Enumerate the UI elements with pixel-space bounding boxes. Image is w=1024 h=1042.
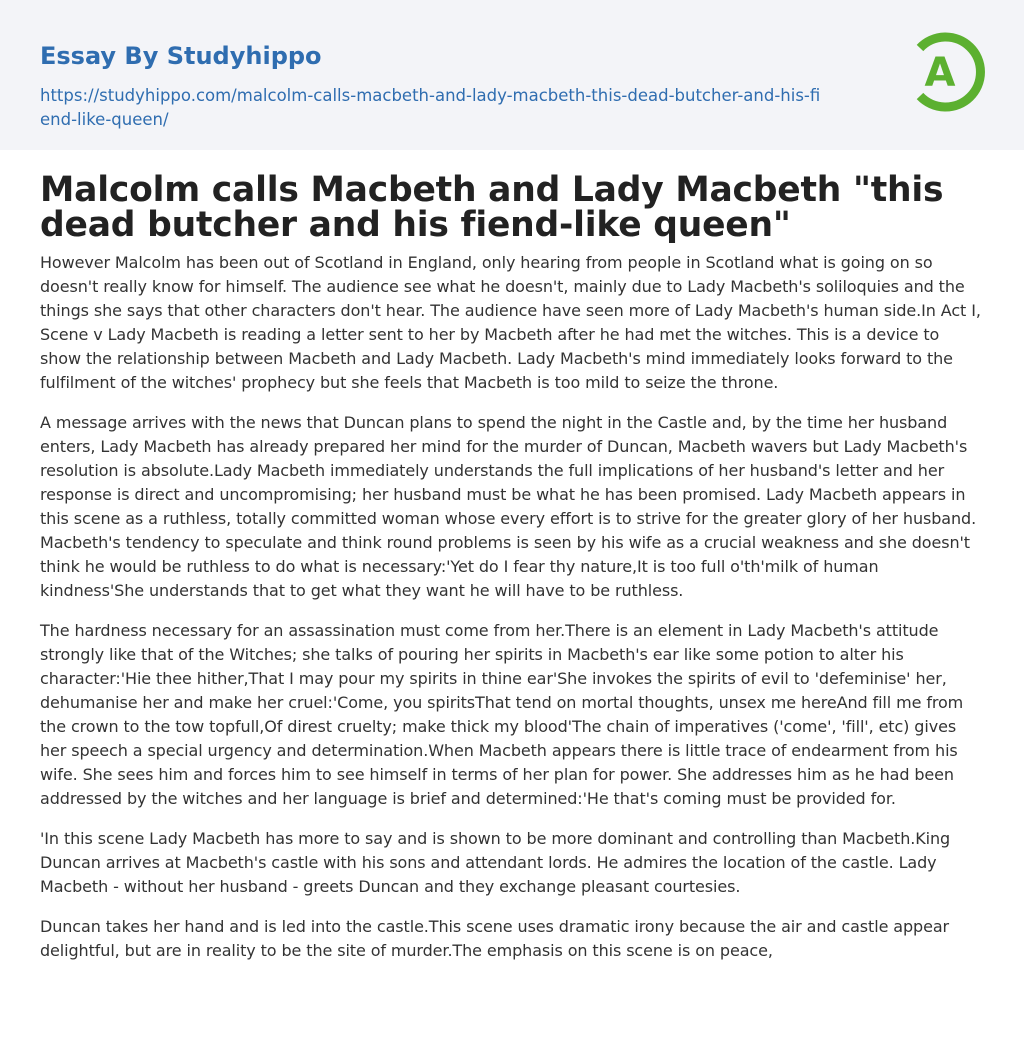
source-url-link[interactable]: https://studyhippo.com/malcolm-calls-macbeth-and-lady-macbeth-this-dead-butcher-and-his-fiend-like-queen/ — [40, 86, 821, 129]
article-paragraph: However Malcolm has been out of Scotland in England, only hearing from people in Scotland what is going on so doesn't really know for himself. The audience see what he doesn't, mainly due to Lady Macbeth's soliloquies and the things she says that other characters don't hear. The audience have seen more of Lady Macbeth's human side.In Act I, Scene v Lady Macbeth is reading a letter sent to her by Macbeth after he had met the witches. This is a device to show the relationship between Macbeth and Lady Macbeth. Lady Macbeth's mind immediately looks forward to the fulfilment of the witches' prophecy but she feels that Macbeth is too mild to seize the throne. — [40, 253, 981, 392]
studyhippo-logo-icon[interactable] — [912, 29, 986, 115]
article-paragraph: The hardness necessary for an assassination must come from her.There is an element in Lady Macbeth's attitude strongly like that of the Witches; she talks of pouring her spirits in Macbeth's ear like some potion to alter his character:'Hie thee hither,That I may pour my spirits in thine ear'She invokes the spirits of evil to 'defeminise' her, dehumanise her and make her cruel:'Come, you spiritsThat tend on mortal thoughts, unsex me hereAnd fill me from the crown to the tow topfull,Of direst cruelty; make thick my blood'The chain of imperatives ('come', 'fill', etc) gives her speech a special urgency and determination.When Macbeth appears there is little trace of endearment from his wife. She sees him and forces him to see himself in terms of her plan for power. She addresses him as he had been addressed by the witches and her language is brief and determined:'He that's coming must be provided for. — [40, 621, 964, 808]
article-paragraph: 'In this scene Lady Macbeth has more to say and is shown to be more dominant and controlling than Macbeth.King Duncan arrives at Macbeth's castle with his sons and attendant lords. He admires the location of the castle. Lady Macbeth - without her husband - greets Duncan and they exchange pleasant courtesies. — [40, 829, 951, 896]
article-paragraph: Duncan takes her hand and is led into the castle.This scene uses dramatic irony because the air and castle appear delightful, but are in reality to be the site of murder.The emphasis on this scene is on peace, — [40, 917, 950, 960]
site-header — [0, 0, 1024, 150]
site-brand[interactable]: Essay By Studyhippo — [40, 42, 322, 70]
svg-text:A: A — [924, 50, 956, 96]
article-body — [0, 170, 1024, 963]
article-title: Malcolm calls Macbeth and Lady Macbeth "this dead butcher and his fiend-like queen" — [40, 170, 944, 245]
article-paragraph: A message arrives with the news that Duncan plans to spend the night in the Castle and, by the time her husband enters, Lady Macbeth has already prepared her mind for the murder of Duncan, Macbeth wavers but Lady Macbeth's resolution is absolute.Lady Macbeth immediately understands the full implications of her husband's letter and her response is direct and uncompromising; her husband must be what he has been promised. Lady Macbeth appears in this scene as a ruthless, totally committed woman whose every effort is to strive for the greater glory of her husband. Macbeth's tendency to speculate and think round problems is seen by his wife as a crucial weakness and she doesn't think he would be ruthless to do what is necessary:'Yet do I fear thy nature,It is too full o'th'milk of human kindness'She understands that to get what they want he will have to be ruthless. — [40, 413, 977, 600]
